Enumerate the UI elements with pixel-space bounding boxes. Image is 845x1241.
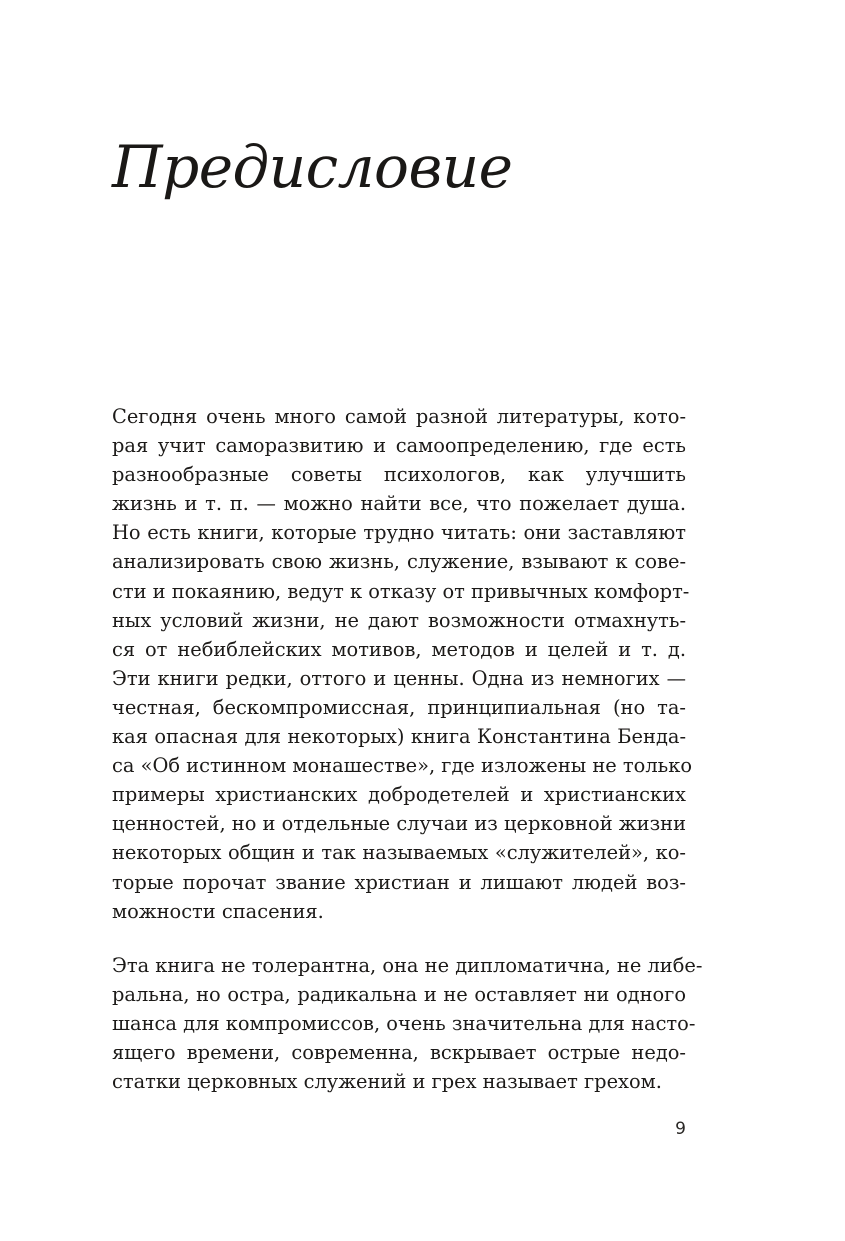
text-line: анализировать свою жизнь, служение, взывают к сове- [112,550,686,574]
text-line: честная, бескомпромиссная, принципиальная (но та- [112,695,686,719]
chapter-title: Предисловие [112,133,513,201]
text-line: са «Об истинном монашестве», где изложены не только [112,754,692,778]
text-line: шанса для компромиссов, очень значительна для насто- [112,1012,696,1036]
text-line: Эти книги редки, оттого и ценны. Одна из немногих — [112,666,686,690]
text-line: Сегодня очень много самой разной литературы, кото- [112,405,686,428]
text-line: ся от небиблейских мотивов, методов и целей и т. д. [112,637,686,661]
paragraph-1 [112,402,692,926]
text-line: примеры христианских добродетелей и христианских [112,783,686,807]
text-line: можности спасения. [112,899,324,923]
text-line: кая опасная для некоторых) книга Константина Бенда- [112,725,686,749]
text-line: ных условий жизни, не дают возможности отмахнуть- [112,608,686,632]
text-line: Но есть книги, которые трудно читать: они заставляют [112,521,686,545]
paragraph-2 [112,951,703,1096]
text-line: некоторых общин и так называемых «служителей», ко- [112,841,686,865]
text-line: ральна, но остра, радикальна и не оставляет ни одного [112,983,686,1007]
text-line: ценностей, но и отдельные случаи из церковной жизни [112,812,686,836]
text-line: разнообразные советы психологов, как улучшить [112,463,686,487]
text-line: Эта книга не толерантна, она не дипломатична, не либе- [112,954,703,977]
text-line: статки церковных служений и грех называет грехом. [112,1070,662,1094]
text-line: жизнь и т. п. — можно найти все, что пожелает душа. [112,492,686,516]
page-number: 9 [675,1119,686,1139]
text-line: торые порочат звание христиан и лишают людей воз- [112,870,686,894]
text-line: ящего времени, современна, вскрывает острые недо- [112,1041,686,1065]
text-line: сти и покаянию, ведут к отказу от привычных комфорт- [112,579,690,603]
text-line: рая учит саморазвитию и самоопределению, где есть [112,434,686,458]
